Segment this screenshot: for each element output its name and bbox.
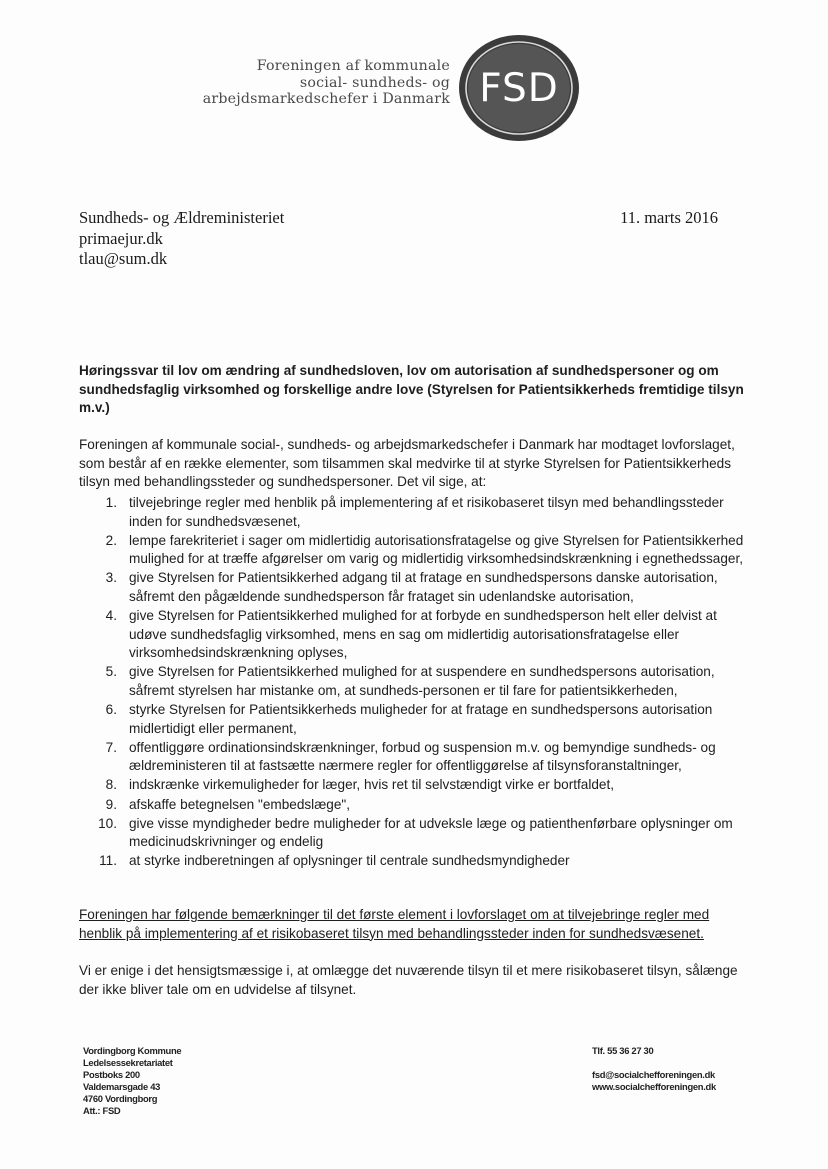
list-text: indskrænke virkemuligheder for læger, hvis ret til selvstændigt virke er bortfaldet, (129, 777, 615, 793)
list-item (79, 776, 749, 795)
footer-address-line: Postboks 200 (83, 1069, 140, 1080)
list-item (79, 796, 749, 815)
list-item (79, 663, 749, 700)
list-number: 2. (105, 532, 117, 548)
list-text: give Styrelsen for Patientsikkerhed mulighed for at forbyde en sundhedsperson helt eller delvist at udøve sundhedsfaglig virksomhed, mens en sag om midlertidig autorisationsfratagelse eller virksomhedsindskrænkning oplyses, (129, 608, 717, 661)
footer-phone: Tlf. 55 36 27 30 (592, 1045, 654, 1056)
list-text: lempe farekriteriet i sager om midlertidig autorisationsfratagelse og give Styrelsen for Patientsikkerhed mulighed for at træffe afgørelser om varig og midlertidig virksomhedsindskrænkning i egnethedssager, (129, 532, 744, 567)
footer-address-line: Ledelsessekretariatet (83, 1057, 173, 1068)
list-item (79, 569, 749, 606)
logo-text: FSD (479, 65, 559, 111)
list-item (79, 852, 749, 871)
list-number: 5. (105, 664, 117, 680)
subject-heading: Høringssvar til lov om ændring af sundhedsloven, lov om autorisation af sundhedspersoner og om sundhedsfaglig virksomhed og forskellige andre love (Styrelsen for Patientsikkerheds fremtidige tilsyn m.v.) (79, 363, 744, 416)
list-number: 7. (105, 739, 117, 755)
element-list (79, 494, 749, 871)
list-number: 10. (98, 815, 117, 831)
list-number: 8. (105, 777, 117, 793)
list-text: at styrke indberetningen af oplysninger til centrale sundhedsmyndigheder (129, 853, 570, 869)
footer-address-line: Vordingborg Kommune (83, 1045, 182, 1056)
letter-date: 11. marts 2016 (620, 208, 718, 227)
list-text: tilvejebringe regler med henblik på implementering af et risikobaseret tilsyn med behandlingssteder inden for sundhedsvæsenet, (129, 495, 724, 529)
footer-email[interactable]: fsd@socialchefforeningen.dk (592, 1069, 715, 1080)
recipient-line: primaejur.dk (79, 228, 163, 248)
list-item (79, 739, 749, 776)
list-text: give Styrelsen for Patientsikkerhed adgang til at fratage en sundhedspersons danske autorisation, såfremt den pågældende sundhedsperson får frataget sin udenlandske autorisation, (129, 570, 718, 604)
list-text: offentliggøre ordinationsindskrænkninger, forbud og suspension m.v. og bemyndige sundheds- og ældreministeren til at fastsætte nærmere regler for offentliggørelse af tilsynsforanstaltninger, (129, 739, 716, 774)
fsd-logo (457, 33, 581, 143)
recipient-address (79, 208, 284, 270)
list-number: 1. (105, 495, 117, 510)
list-item (79, 607, 749, 663)
list-text: give Styrelsen for Patientsikkerhed mulighed for at suspendere en sundhedspersons autorisation, såfremt styrelsen har mistanke om, at sundheds-personen er til fare for patientsikkerheden, (129, 664, 715, 698)
footer-address-line: Att.: FSD (83, 1105, 121, 1116)
intro-paragraph: Foreningen af kommunale social-, sundheds- og arbejdsmarkedschefer i Danmark har modtaget lovforslaget, som består af en række elementer, som tilsammen skal medvirke til at styrke Styrelsen for Patientsikkerheds tilsyn med behandlingssteder og sundhedspersoner. Det vil sige, at: (79, 437, 735, 490)
list-item (79, 701, 749, 738)
footer-address (83, 1045, 181, 1117)
list-number: 9. (105, 796, 117, 812)
list-text: afskaffe betegnelsen "embedslæge", (129, 796, 351, 812)
list-item (79, 494, 749, 531)
list-number: 6. (105, 702, 117, 718)
org-line: Foreningen af kommunale (256, 58, 450, 74)
list-text: give visse myndigheder bedre muligheder for at udveksle læge og patienthenførbare oplysninger om medicinudskrivninger og endelig (129, 815, 733, 850)
list-item (79, 532, 749, 569)
list-number: 4. (105, 608, 117, 624)
org-line: social- sundheds- og (299, 74, 450, 91)
recipient-line: Sundheds- og Ældreministeriet (79, 208, 285, 227)
footer-address-line: Valdemarsgade 43 (83, 1081, 161, 1092)
list-item (79, 815, 749, 852)
org-line: arbejdsmarkedschefer i Danmark (202, 91, 450, 107)
closing-paragraph: Vi er enige i det hensigtsmæssige i, at omlægge det nuværende tilsyn til et mere risikobaseret tilsyn, sålænge der ikke bliver tale om en udvidelse af tilsynet. (79, 963, 738, 997)
list-text: styrke Styrelsen for Patientsikkerheds muligheder for at fratage en sundhedspersons autorisation midlertidigt eller permanent, (129, 702, 713, 736)
recipient-line: tlau@sum.dk (79, 249, 168, 268)
list-number: 11. (99, 853, 117, 869)
list-number: 3. (105, 570, 117, 586)
footer-address-line: 4760 Vordingborg (83, 1093, 158, 1104)
remark-heading: Foreningen har følgende bemærkninger til det første element i lovforslaget om at tilvejebringe regler med henblik på implementering af et risikobaseret tilsyn med behandlingssteder inden for sundhedsvæsenet. (79, 907, 710, 941)
footer-website[interactable]: www.socialchefforeningen.dk (592, 1081, 716, 1092)
footer-contact (592, 1045, 716, 1093)
organization-name (203, 58, 450, 108)
